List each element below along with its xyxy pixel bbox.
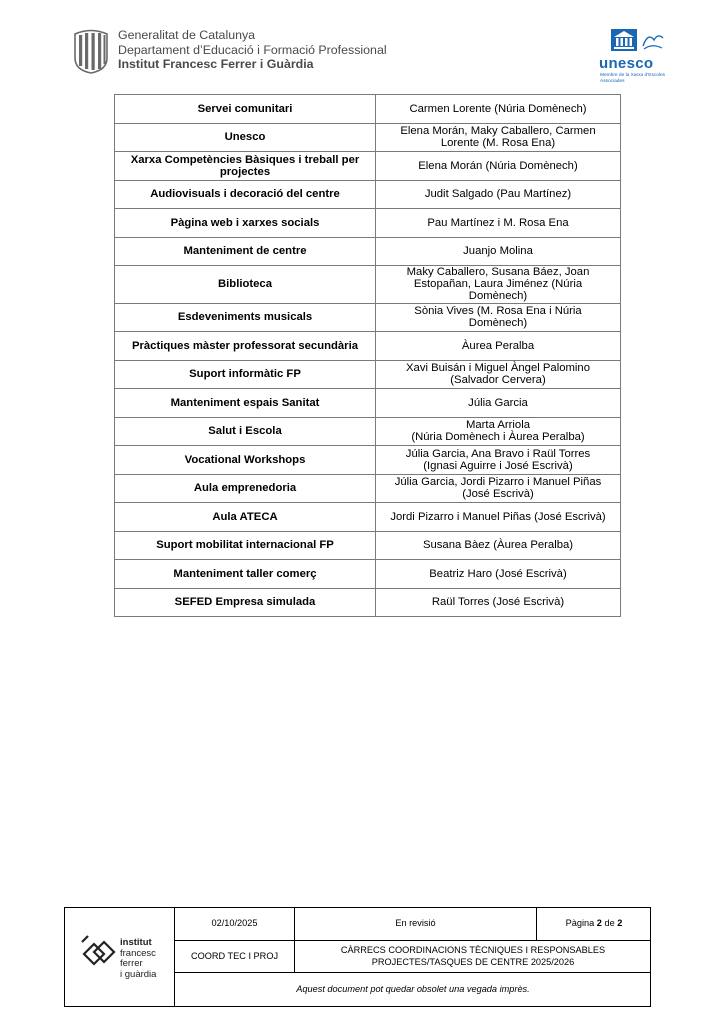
table-row [115,123,621,152]
table-row [115,360,621,389]
project-name-cell: Manteniment de centre [115,237,376,266]
footer-page-number [537,908,651,940]
responsible-people-cell: Jordi Pizarro i Manuel Piñas (José Escrivà) [376,503,621,532]
table-row [115,531,621,560]
responsible-people-cell: Xavi Buisán i Miguel Àngel Palomino (Salvador Cervera) [376,360,621,389]
table-row [115,209,621,238]
table-row [115,588,621,617]
footer-page-total: 2 [617,918,623,929]
table-row [115,266,621,304]
header-institution-text [118,28,387,72]
footer-date: 02/10/2025 [211,918,258,929]
footer-info-grid [175,908,651,1006]
project-name-cell: Servei comunitari [115,95,376,124]
responsible-people-cell: Susana Bàez (Àurea Peralba) [376,531,621,560]
header-line-department: Departament d’Educació i Formació Professional [118,42,387,57]
footer-status: En revisió [395,918,436,929]
project-name-cell: SEFED Empresa simulada [115,588,376,617]
coordination-table-body [115,95,621,617]
footer-page-word: Pàgina [565,918,595,929]
project-name-cell: Aula emprenedoria [115,474,376,503]
footer-logo-line3: ferrer [120,958,143,970]
project-name-cell: Audiovisuals i decoració del centre [115,180,376,209]
project-name-cell: Suport mobilitat internacional FP [115,531,376,560]
table-row [115,303,621,332]
document-footer [64,907,651,1007]
table-row [115,332,621,361]
table-row [115,95,621,124]
project-name-cell: Salut i Escola [115,417,376,446]
project-name-cell: Xarxa Competències Bàsiques i treball per projectes [115,152,376,181]
footer-logo-cell [65,908,175,1006]
table-row [115,152,621,181]
table-row [115,474,621,503]
footer-logo-text [120,938,156,980]
table-row [115,417,621,446]
project-name-cell: Pàgina web i xarxes socials [115,209,376,238]
project-name-cell: Pràctiques màster professorat secundària [115,332,376,361]
project-name-cell: Aula ATECA [115,503,376,532]
responsible-people-cell: Juanjo Molina [376,237,621,266]
footer-page-current: 2 [596,918,602,929]
footer-doc-title: CÀRRECS COORDINACIONS TÈCNIQUES I RESPONSABLES PROJECTES/TASQUES DE CENTRE 2025/2026 [340,945,606,967]
responsible-people-cell: Pau Martínez i M. Rosa Ena [376,209,621,238]
footer-page-of: de [604,918,615,929]
responsible-people-cell: Judit Salgado (Pau Martínez) [376,180,621,209]
project-name-cell: Vocational Workshops [115,446,376,475]
unesco-logo-icon [610,28,666,52]
project-name-cell: Manteniment espais Sanitat [115,389,376,418]
responsible-people-cell: Sònia Vives (M. Rosa Ena i Núria Domènech) [376,303,621,332]
project-name-cell: Esdeveniments musicals [115,303,376,332]
footer-doc-code: COORD TEC I PROJ [190,950,279,961]
project-name-cell: Biblioteca [115,266,376,304]
responsible-people-cell: Carmen Lorente (Núria Domènech) [376,95,621,124]
footer-obsolete-note: Aquest document pot quedar obsolet una vegada imprès. [296,983,530,994]
project-name-cell: Suport informàtic FP [115,360,376,389]
responsible-people-cell: Júlia Garcia, Jordi Pizarro i Manuel Piñas (José Escrivà) [376,474,621,503]
table-row [115,180,621,209]
unesco-badge [598,28,672,90]
header-line-generalitat: Generalitat de Catalunya [118,28,256,42]
responsible-people-cell: Maky Caballero, Susana Báez, Joan Estopañan, Laura Jiménez (Núria Domènech) [376,266,621,304]
unesco-subtitle: Membre de la Xarxa d’Escoles Associades [600,73,666,84]
table-row [115,503,621,532]
project-name-cell: Unesco [115,123,376,152]
footer-logo-line1: institut [120,937,152,948]
unesco-wordmark: unesco [599,55,654,72]
footer-logo-line4: i guàrdia [120,968,157,980]
table-row [115,560,621,589]
responsible-people-cell: Elena Morán, Maky Caballero, Carmen Lorente (M. Rosa Ena) [376,123,621,152]
responsible-people-cell: Elena Morán (Núria Domènech) [376,152,621,181]
responsible-people-cell: Beatriz Haro (José Escrivà) [376,560,621,589]
document-header [72,24,672,94]
responsible-people-cell: Àurea Peralba [376,332,621,361]
institut-logo-icon [78,932,120,972]
table-row [115,389,621,418]
project-name-cell: Manteniment taller comerç [115,560,376,589]
table-row [115,237,621,266]
coordination-table [114,94,621,617]
table-row [115,446,621,475]
generalitat-logo-icon [72,28,110,74]
responsible-people-cell: Marta Arriola (Núria Domènech i Àurea Peralba) [376,417,621,446]
footer-logo-line2: francesc [120,947,156,959]
responsible-people-cell: Raül Torres (José Escrivà) [376,588,621,617]
responsible-people-cell: Júlia Garcia, Ana Bravo i Raül Torres (Ignasi Aguirre i José Escrivà) [376,446,621,475]
responsible-people-cell: Júlia Garcia [376,389,621,418]
header-line-institute: Institut Francesc Ferrer i Guàrdia [118,57,314,72]
